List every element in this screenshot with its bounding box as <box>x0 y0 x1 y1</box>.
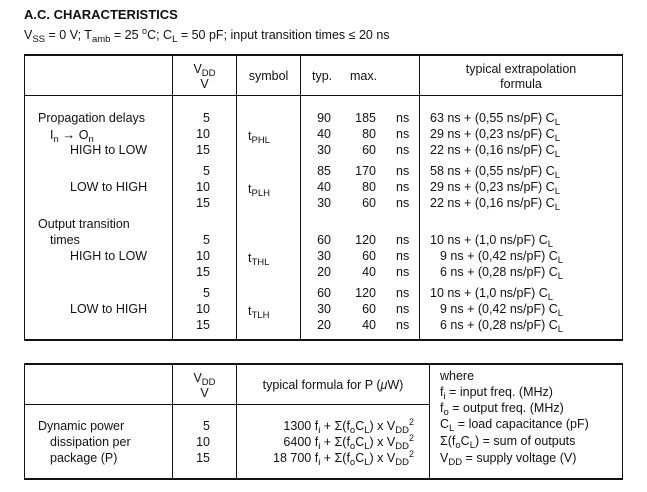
group-label: HIGH to LOW <box>70 249 148 263</box>
section-title: A.C. CHARACTERISTICS <box>24 7 178 22</box>
power-formula: 1300 $f_i + \Sigma(f_oC_L)$ x $V_{DD}^2$ <box>283 417 414 436</box>
power-formula: 18 700 $f_i + \Sigma(f_oC_L)$ x $V_{DD}^2$ <box>273 449 414 468</box>
header-vdd-unit-2: V <box>200 386 209 400</box>
vdd-value: 15 <box>196 451 210 465</box>
header-vdd-2: $V_{DD}$ <box>193 371 216 388</box>
header-typ: typ. <box>312 69 333 83</box>
symbol-tphl: $t_{PHL}$ <box>248 129 270 146</box>
vdd-value: 10 <box>196 435 210 449</box>
header-typical-formula: typical formula for P (μW) <box>262 378 404 392</box>
header-vdd: $V_{DD}$ <box>193 62 216 79</box>
output-transition-label: Output transition <box>38 217 130 231</box>
vdd-value: 5 <box>203 419 210 433</box>
symbol-ttlh: $t_{TLH}$ <box>248 304 270 321</box>
header-max: max. <box>350 69 378 83</box>
group-label: LOW to HIGH <box>70 302 148 316</box>
dynamic-power-label-2: dissipation per <box>50 435 131 449</box>
header-vdd-unit: V <box>200 77 209 91</box>
output-transition-label-2: times <box>50 233 80 247</box>
header-symbol: symbol <box>248 69 289 83</box>
in-to-on-label: $I_n \to O_n$ <box>50 127 94 145</box>
dynamic-power-label: Dynamic power <box>38 419 125 433</box>
arrow-right-icon: → <box>62 127 76 142</box>
group-label: HIGH to LOW <box>70 143 148 157</box>
header-formula-line2: formula <box>500 77 542 91</box>
symbol-tthl: $t_{THL}$ <box>248 251 270 268</box>
propagation-delays-label: Propagation delays <box>38 111 146 125</box>
group-label: LOW to HIGH <box>70 180 148 194</box>
dynamic-power-label-3: package (P) <box>50 451 118 465</box>
symbol-tplh: $t_{PLH}$ <box>248 182 270 199</box>
test-conditions: $V_{SS} = 0$ V; $T_{amb} = 25$ $^o$C; $C_L = 50$ pF; input transition times ≤ 20 ns <box>24 26 390 45</box>
header-formula-line1: typical extrapolation <box>465 62 577 76</box>
power-formula: 6400 $f_i + \Sigma(f_oC_L)$ x $V_{DD}^2$ <box>283 433 414 452</box>
